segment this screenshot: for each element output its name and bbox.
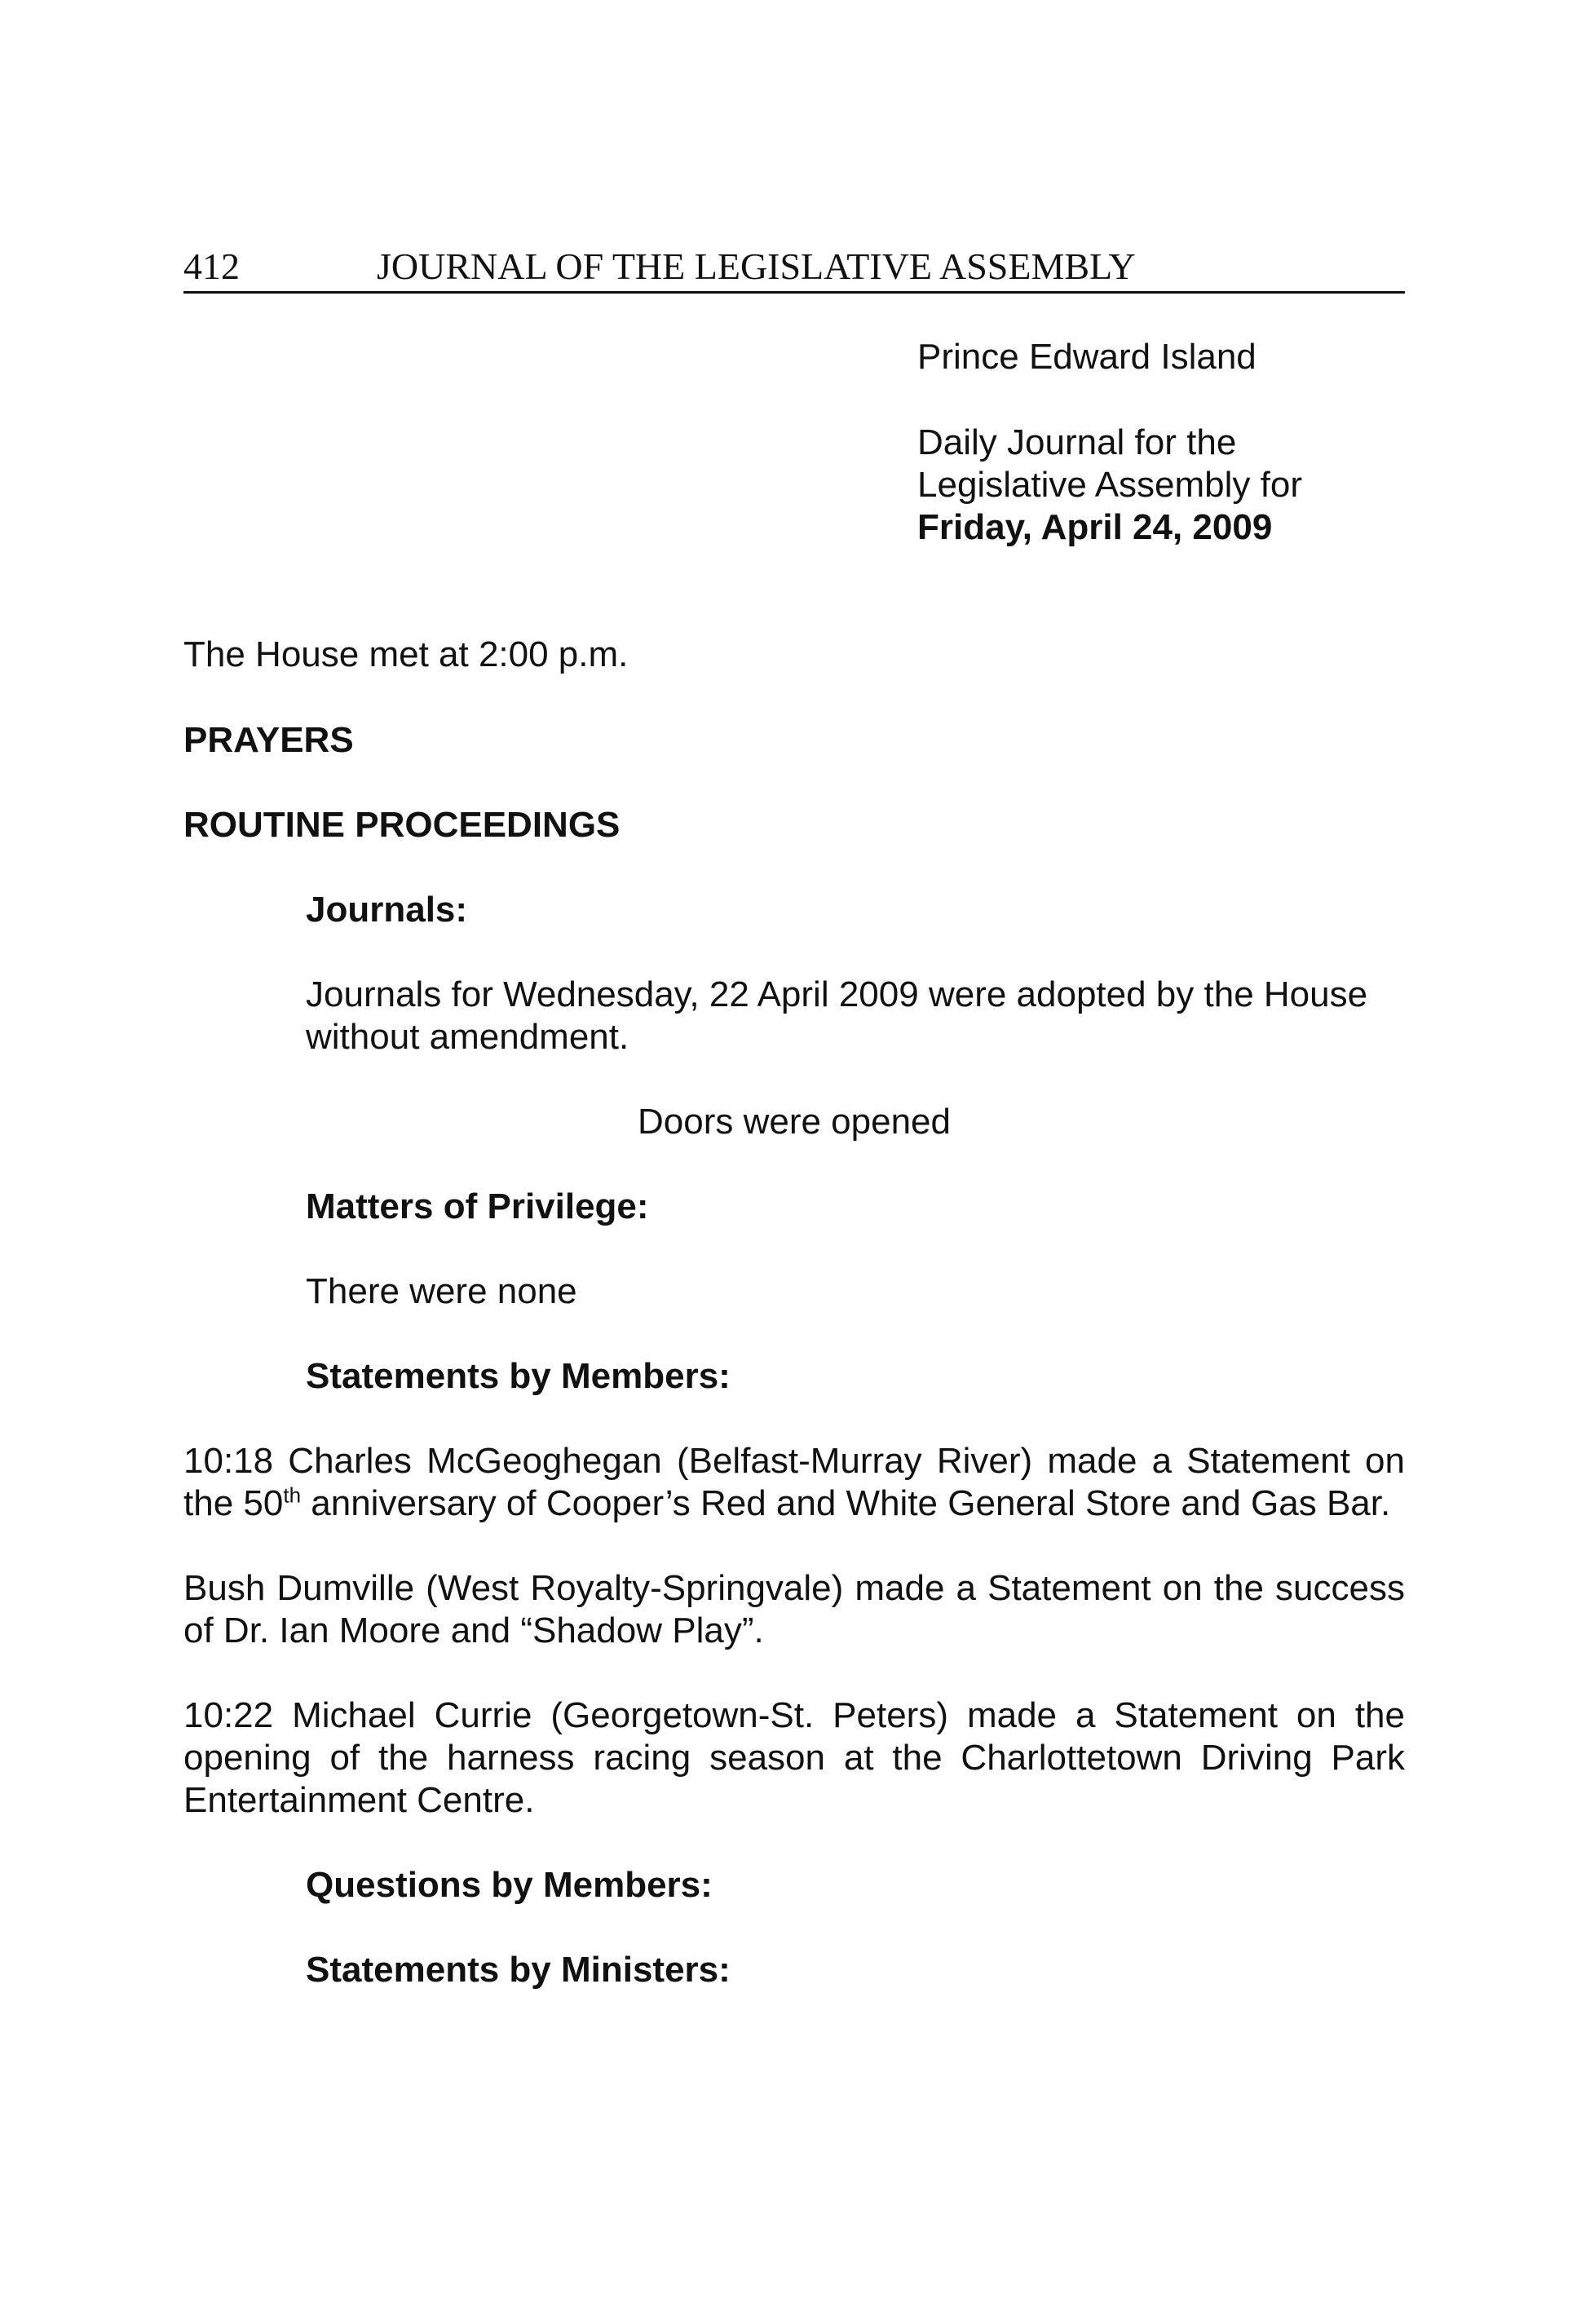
statement-3-line-1: 10:22 Michael Currie (Georgetown-St. Peters) made a Statement on the bbox=[183, 1695, 1405, 1735]
journals-text-line-1: Journals for Wednesday, 22 April 2009 were adopted by the House bbox=[306, 974, 1368, 1014]
journal-title: JOURNAL OF THE LEGISLATIVE ASSEMBLY bbox=[377, 245, 1136, 287]
sitting-date: Friday, April 24, 2009 bbox=[917, 507, 1273, 547]
statement-2-line-2: of Dr. Ian Moore and “Shadow Play”. bbox=[183, 1610, 764, 1650]
statement-3-line-3: Entertainment Centre. bbox=[183, 1780, 535, 1820]
journals-heading: Journals: bbox=[306, 890, 468, 930]
house-met: The House met at 2:00 p.m. bbox=[183, 634, 629, 674]
statements-members-heading: Statements by Members: bbox=[306, 1356, 731, 1396]
questions-heading: Questions by Members: bbox=[306, 1865, 713, 1905]
statement-1-line-2: the 50th anniversary of Cooper’s Red and White General Store and Gas Bar. bbox=[183, 1482, 1391, 1523]
province-name: Prince Edward Island bbox=[917, 337, 1257, 377]
statements-ministers-heading: Statements by Ministers: bbox=[306, 1950, 731, 1990]
routine-proceedings-heading: ROUTINE PROCEEDINGS bbox=[183, 805, 621, 845]
header-rule bbox=[183, 291, 1405, 294]
privilege-text: There were none bbox=[306, 1271, 577, 1311]
statement-3-line-2: opening of the harness racing season at the Charlottetown Driving Park bbox=[183, 1738, 1405, 1778]
page-number: 412 bbox=[183, 245, 240, 287]
masthead-line-1: Daily Journal for the bbox=[917, 422, 1237, 462]
statement-2-line-1: Bush Dumville (West Royalty-Springvale) made a Statement on the success bbox=[183, 1568, 1405, 1608]
privilege-heading: Matters of Privilege: bbox=[306, 1186, 649, 1226]
journals-text-line-2: without amendment. bbox=[306, 1017, 629, 1057]
masthead-line-2: Legislative Assembly for bbox=[917, 465, 1302, 505]
doors-opened: Doors were opened bbox=[637, 1102, 951, 1142]
prayers-heading: PRAYERS bbox=[183, 720, 354, 760]
statement-1-line-1: 10:18 Charles McGeoghegan (Belfast-Murray River) made a Statement on bbox=[183, 1441, 1405, 1481]
